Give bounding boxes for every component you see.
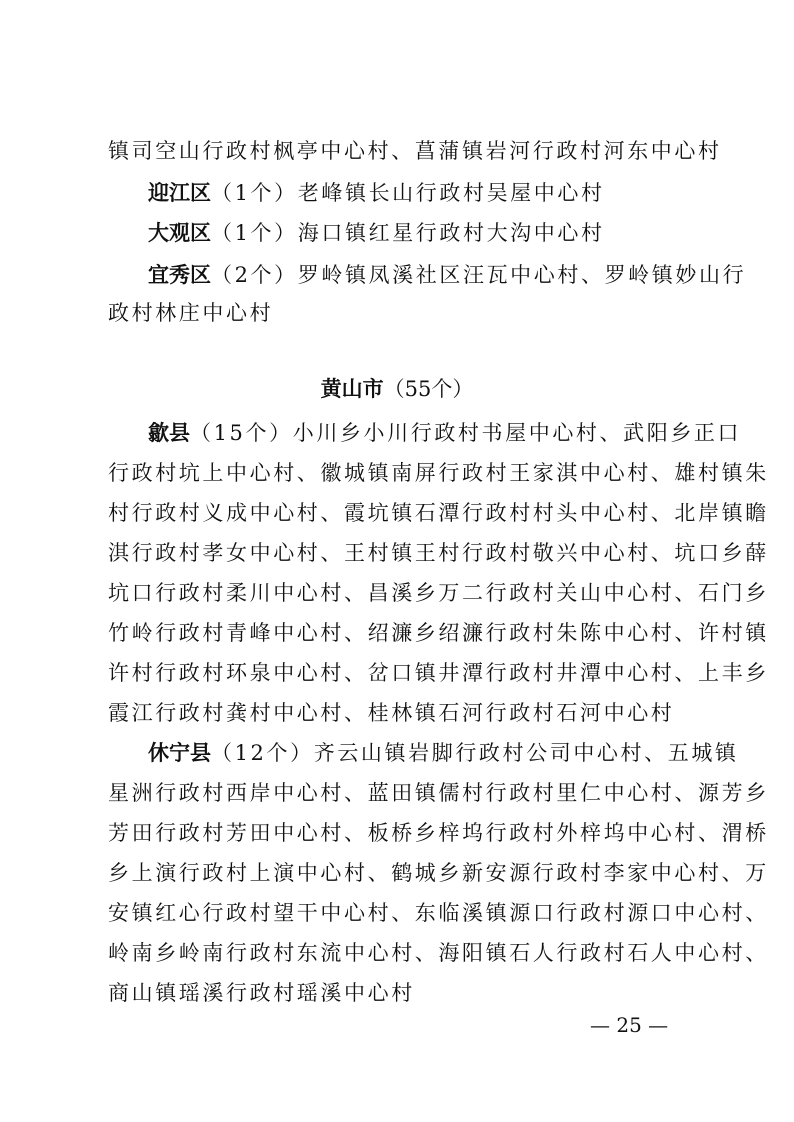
county-name: 宜秀区	[148, 263, 211, 287]
text-line: 安镇红心行政村望干中心村、东临溪镇源口行政村源口中心村、	[108, 901, 769, 925]
county-name: 迎江区	[148, 181, 211, 205]
entry-text: 罗岭镇凤溪社区汪瓦中心村、罗岭镇妙山行	[297, 263, 747, 287]
entry-text: 小川乡小川行政村书屋中心村、武阳乡正口	[292, 421, 742, 445]
city-count: （55个）	[383, 377, 474, 401]
entry-daguan	[148, 216, 698, 250]
text-line: 岭南乡岭南行政村东流中心村、海阳镇石人行政村石人中心村、	[108, 941, 769, 965]
text-line: 许村行政村环泉中心村、岔口镇井潭行政村井潭中心村、上丰乡	[108, 661, 769, 685]
county-name: 歙县	[148, 421, 190, 445]
county-count: （12个）	[211, 741, 314, 765]
text-line: 竹岭行政村青峰中心村、绍濂乡绍濂行政村朱陈中心村、许村镇	[108, 621, 769, 645]
page-number: — 25 —	[590, 1013, 669, 1037]
text-line: 镇司空山行政村枫亭中心村、菖蒲镇岩河行政村河东中心村	[108, 139, 722, 163]
entry-yixiu	[148, 258, 747, 292]
entry-shexian	[148, 416, 742, 450]
entry-text: 老峰镇长山行政村吴屋中心村	[297, 181, 605, 205]
entry-xiuning	[148, 736, 739, 770]
entry-text: 海口镇红星行政村大沟中心村	[297, 221, 605, 245]
text-line: 霞江行政村龚村中心村、桂林镇石河行政村石河中心村	[108, 701, 675, 725]
text-line: 乡上演行政村上演中心村、鹤城乡新安源行政村李家中心村、万	[108, 861, 769, 885]
text-line: 商山镇瑶溪行政村瑶溪中心村	[108, 981, 415, 1005]
county-count: （15个）	[190, 421, 293, 445]
county-count: （2个）	[211, 263, 298, 287]
entry-yingjiang	[148, 176, 698, 210]
text-line: 坑口行政村柔川中心村、昌溪乡万二行政村关山中心村、石门乡	[108, 581, 769, 605]
text-line: 芳田行政村芳田中心村、板桥乡梓坞行政村外梓坞中心村、渭桥	[108, 821, 769, 845]
entry-text: 齐云山镇岩脚行政村公司中心村、五城镇	[313, 741, 739, 765]
county-name: 休宁县	[148, 741, 211, 765]
county-count: （1个）	[211, 221, 298, 245]
text-line: 淇行政村孝女中心村、王村镇王村行政村敬兴中心村、坑口乡薛	[108, 541, 769, 565]
county-count: （1个）	[211, 181, 298, 205]
text-line: 村行政村义成中心村、霞坑镇石潭行政村村头中心村、北岸镇瞻	[108, 501, 769, 525]
city-name: 黄山市	[320, 377, 384, 401]
text-line: 行政村坑上中心村、徽城镇南屏行政村王家淇中心村、雄村镇朱	[108, 461, 769, 485]
text-line: 星洲行政村西岸中心村、蓝田镇儒村行政村里仁中心村、源芳乡	[108, 781, 769, 805]
county-name: 大观区	[148, 221, 211, 245]
text-line: 政村林庄中心村	[108, 301, 274, 325]
city-heading	[0, 372, 794, 406]
